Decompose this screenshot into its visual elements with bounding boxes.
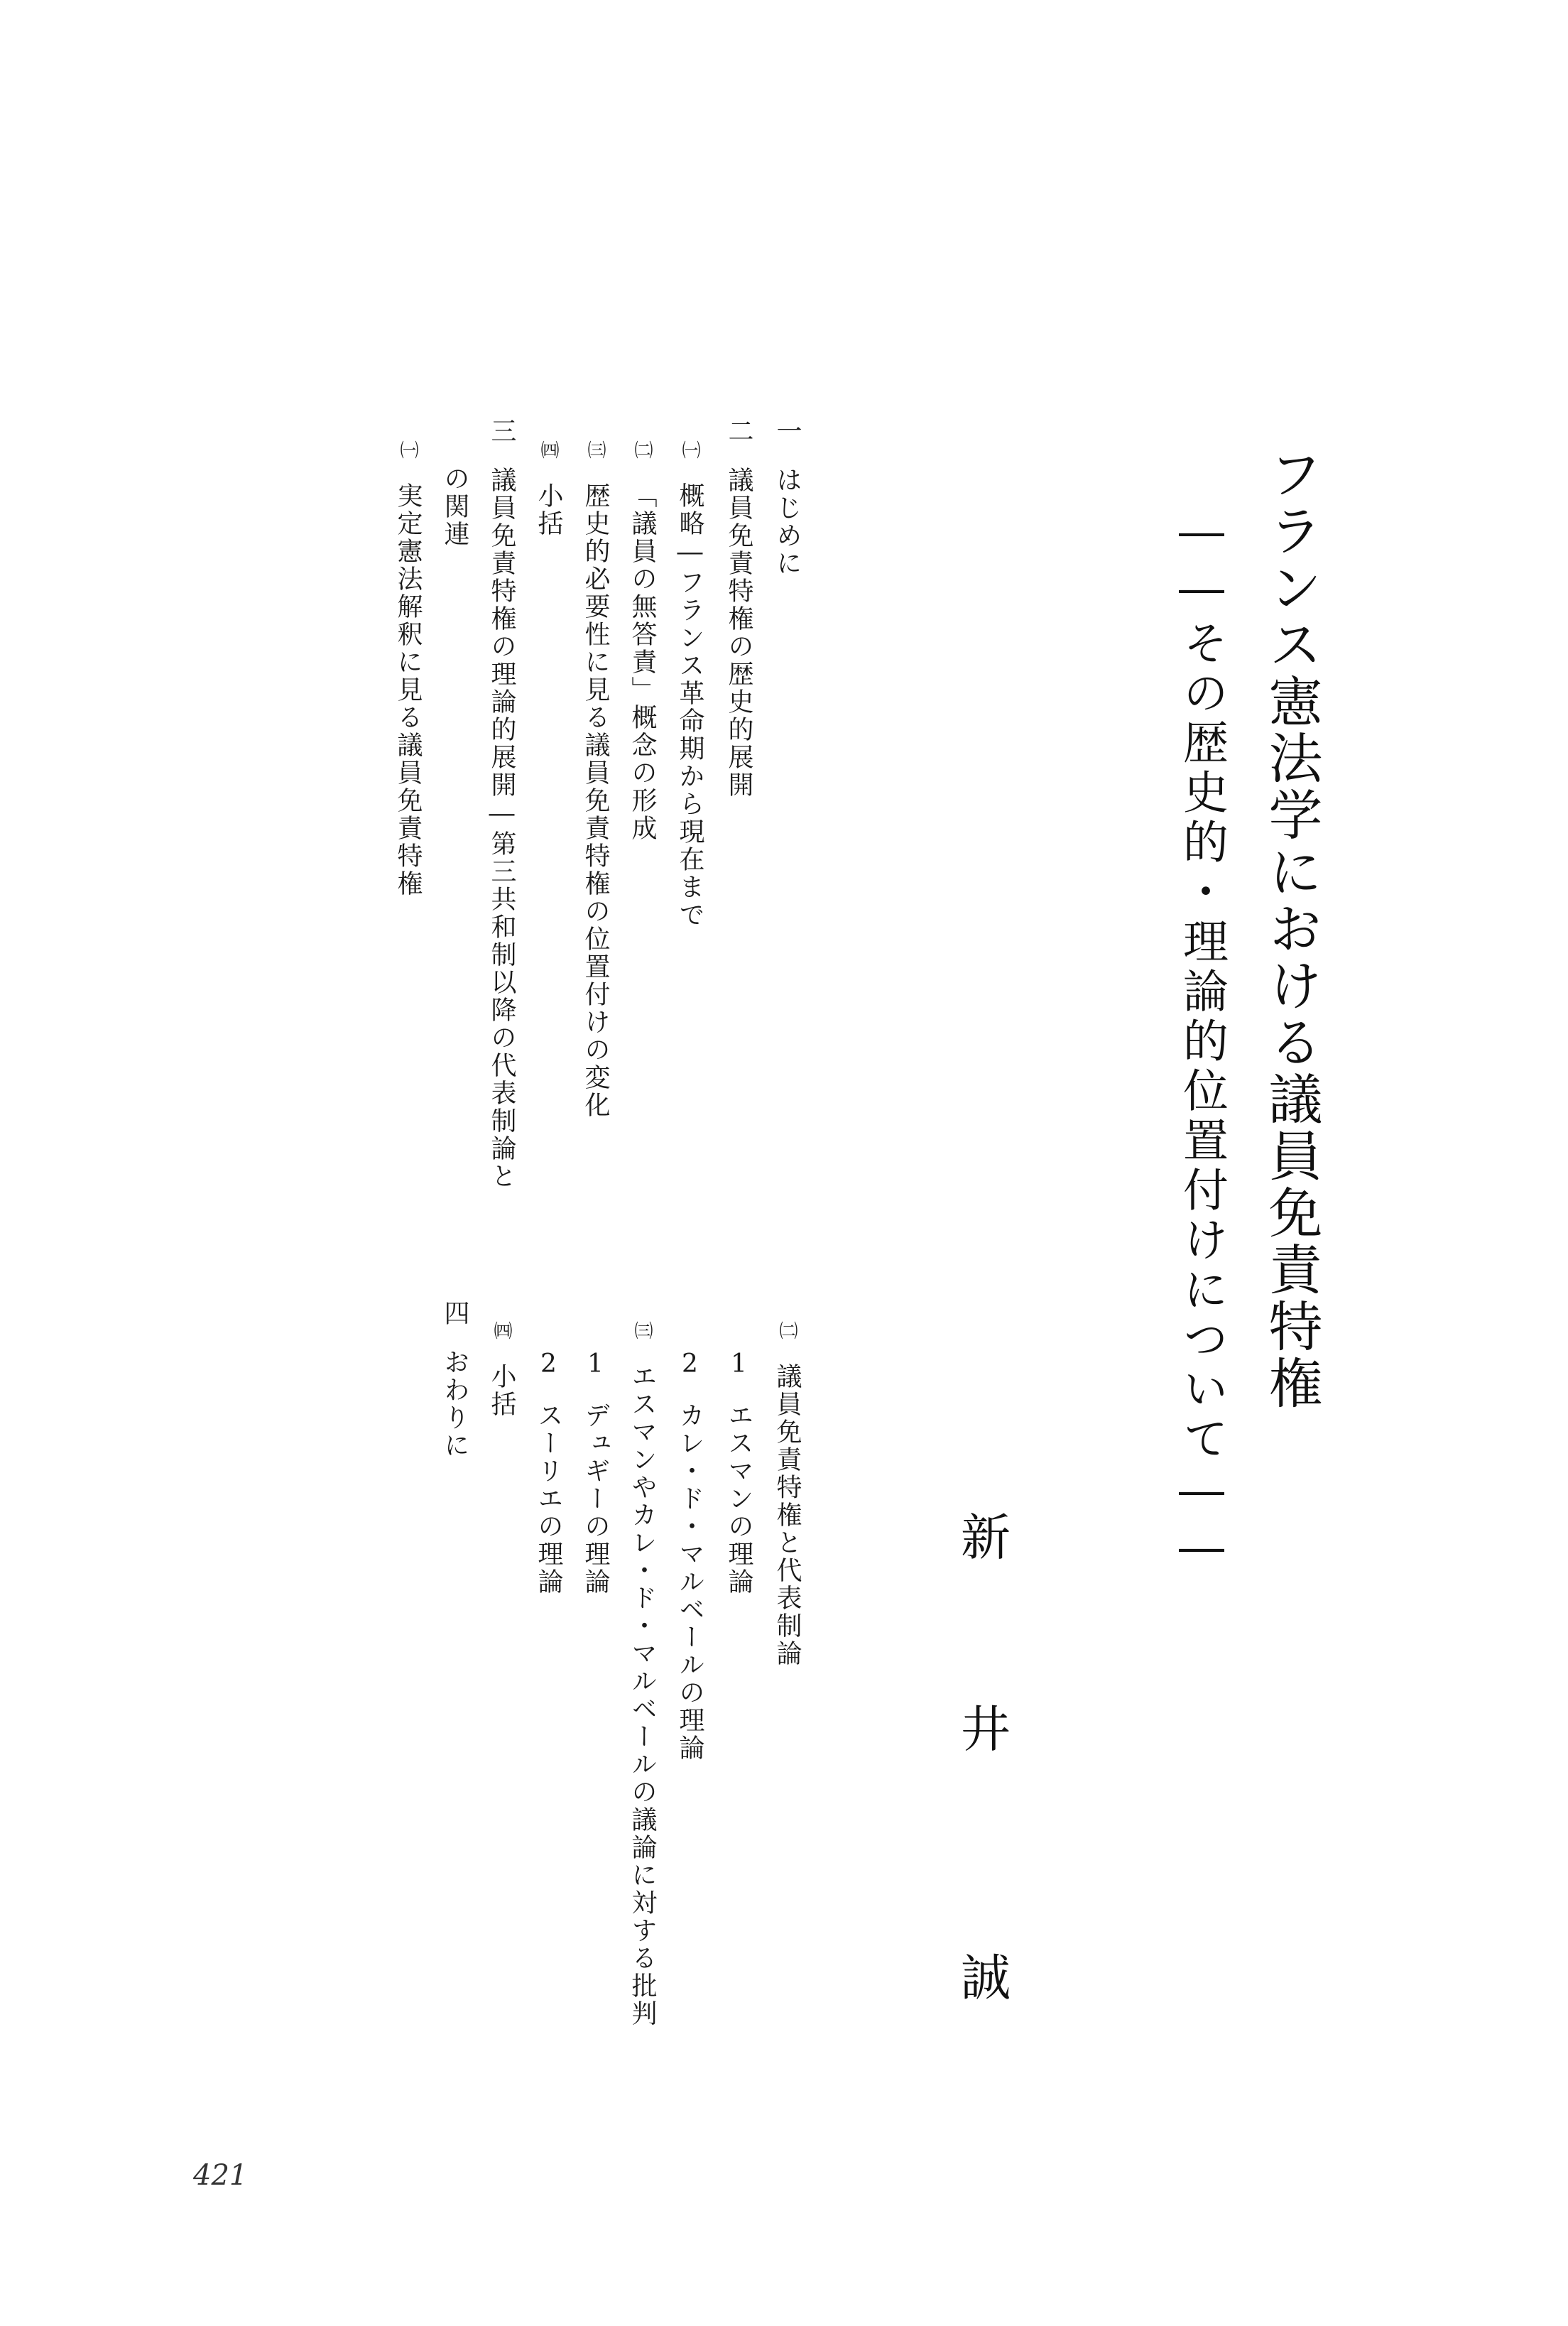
toc-number: ㈡ — [631, 440, 653, 461]
toc-item — [442, 1300, 467, 1460]
toc-item — [489, 418, 514, 1190]
toc-item — [535, 1349, 561, 1596]
toc-text: 小括 — [487, 1363, 516, 1418]
toc-text: 議員免責特権の歴史的展開 — [724, 467, 753, 799]
toc-item — [774, 418, 800, 577]
toc-text: 議員免責特権と代表制論 — [773, 1363, 802, 1668]
article-subtitle: ――その歴史的・理論的位置付けについて―― — [1175, 506, 1228, 1578]
toc-number: 1 — [581, 1349, 610, 1381]
toc-item — [629, 1321, 655, 2028]
toc-item — [726, 1349, 751, 1596]
toc-text: はじめに — [773, 467, 802, 577]
toc-item — [535, 440, 561, 538]
toc-number: 2 — [675, 1349, 704, 1381]
toc-item — [489, 1321, 514, 1418]
toc-number: 1 — [724, 1349, 753, 1381]
toc-number: ㈣ — [538, 440, 559, 461]
toc-item — [677, 440, 702, 929]
page-number: 421 — [193, 2159, 248, 2192]
toc-number: ㈢ — [584, 440, 606, 461]
toc-text: 「議員の無答責」概念の形成 — [628, 482, 657, 842]
toc-item — [677, 1349, 702, 1762]
toc-item — [582, 1349, 608, 1596]
author-char-3: 誠 — [961, 1949, 1011, 2007]
toc-number: ㈠ — [679, 440, 700, 461]
toc-text: エスマンやカレ・ド・マルベールの議論に対する批判 — [628, 1363, 657, 2028]
toc-number: 四 — [440, 1300, 469, 1327]
toc-number: ㈣ — [491, 1321, 512, 1342]
toc-item — [582, 440, 608, 1119]
toc-item-continuation — [442, 465, 467, 548]
toc-item — [629, 440, 655, 842]
toc-text: 小括 — [534, 482, 563, 538]
toc-number: 2 — [534, 1349, 563, 1381]
toc-number: 二 — [724, 418, 753, 445]
toc-text: 概略―フランス革命期から現在まで — [675, 482, 704, 929]
toc-number: ㈠ — [397, 440, 418, 461]
toc-text: おわりに — [440, 1349, 469, 1460]
toc-item — [726, 418, 751, 799]
toc-number: ㈢ — [631, 1321, 653, 1342]
toc-item — [774, 1321, 800, 1668]
article-title: フランス憲法学における議員免責特権 — [1260, 446, 1323, 1412]
toc-text: 歴史的必要性に見る議員免責特権の位置付けの変化 — [581, 482, 610, 1119]
toc-text: エスマンの理論 — [724, 1402, 753, 1596]
toc-number: 一 — [773, 418, 802, 445]
toc-text: デュギーの理論 — [581, 1402, 610, 1596]
author-char-1: 新 — [961, 1509, 1011, 1567]
toc-number: 三 — [487, 418, 516, 445]
toc-text: 実定憲法解釈に見る議員免責特権 — [393, 482, 423, 898]
toc-text: カレ・ド・マルベールの理論 — [675, 1402, 704, 1762]
toc-item — [393, 440, 423, 898]
toc-text: 議員免責特権の理論的展開―第三共和制以降の代表制論と — [487, 467, 516, 1190]
toc-text: の関連 — [440, 465, 469, 548]
toc-text: スーリエの理論 — [534, 1402, 563, 1596]
author-char-2: 井 — [961, 1700, 1011, 1759]
toc-number: ㈡ — [776, 1321, 797, 1342]
